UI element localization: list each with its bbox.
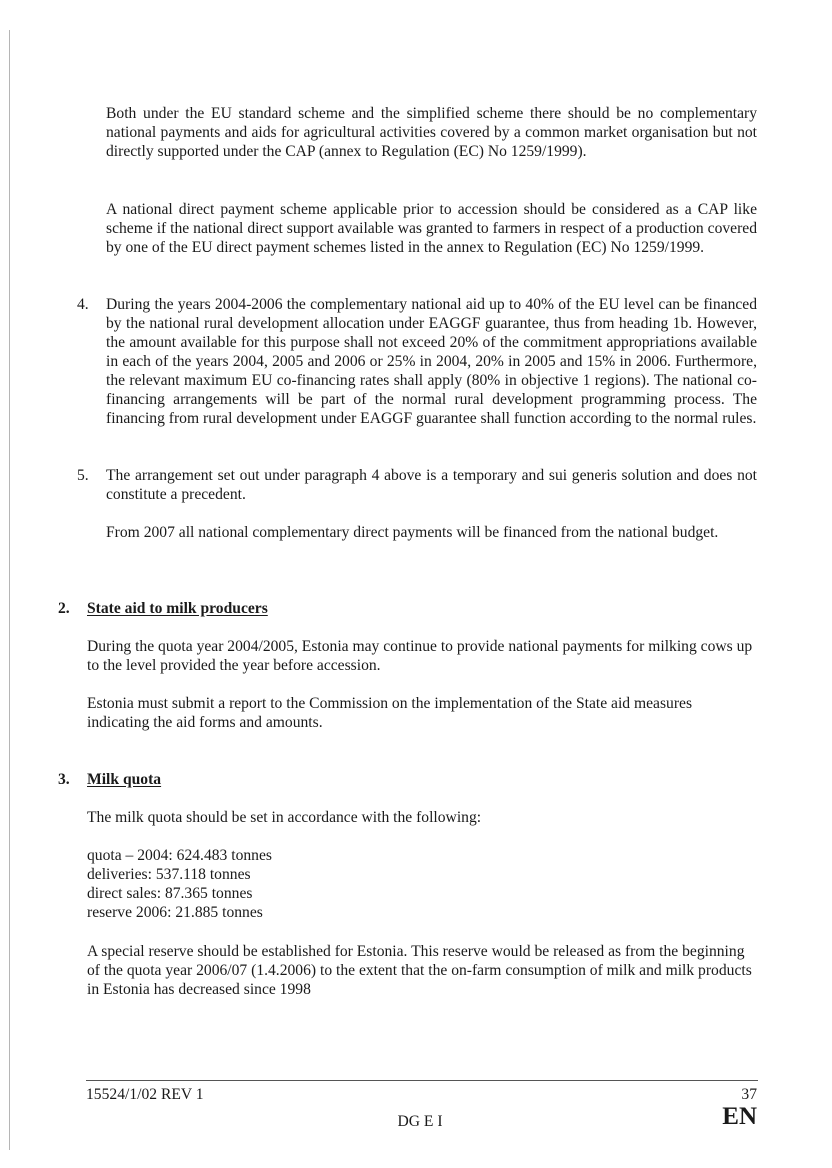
quota-list (87, 846, 587, 922)
footer-page-number: 37 (741, 1086, 757, 1103)
quota-line: deliveries: 537.118 tonnes (87, 866, 251, 883)
paragraph-state-aid-report: Estonia must submit a report to the Commission on the implementation of the State aid measures indicating the aid forms and amounts. (87, 695, 693, 731)
paragraph-special-reserve: A special reserve should be established for Estonia. This reserve would be released as from the beginning of the quota year 2006/07 (1.4.2006) to the extent that the on-farm consumption of milk and milk products in Estonia has decreased since 1998 (87, 943, 752, 998)
list-item-number: 5. (77, 467, 89, 484)
paragraph-quota-intro: The milk quota should be set in accordance with the following: (87, 809, 482, 826)
quota-line: reserve 2006: 21.885 tonnes (87, 904, 263, 921)
paragraph-cap-complementary: Both under the EU standard scheme and the simplified scheme there should be no complementary national payments and aids for agricultural activities covered by a common market organisation but not directly supported under the CAP (annex to Regulation (EC) No 1259/1999). (106, 105, 757, 160)
paragraph-milking-cows: During the quota year 2004/2005, Estonia may continue to provide national payments for milking cows up to the level provided the year before accession. (87, 638, 753, 674)
list-item-number: 4. (77, 296, 89, 313)
footer-language-code: EN (722, 1103, 757, 1130)
quota-line: direct sales: 87.365 tonnes (87, 885, 253, 902)
list-item-text: The arrangement set out under paragraph 4 above is a temporary and sui generis solution and does not constitute a precedent. (106, 467, 757, 503)
section-heading-state-aid (58, 599, 268, 618)
section-title: Milk quota (87, 771, 162, 788)
section-number: 3. (58, 771, 70, 788)
footer-divider (86, 1080, 758, 1081)
section-title: State aid to milk producers (87, 600, 268, 617)
list-item-text: During the years 2004-2006 the complementary national aid up to 40% of the EU level can be financed by the national rural development allocation under EAGGF guarantee, thus from heading 1b. However, the amount available for this purpose shall not exceed 20% of the commitment appropriations available in each of the years 2004, 2005 and 2006 or 25% in 2004, 20% in 2005 and 15% in 2006. Furthermore, the relevant maximum EU co-financing rates shall apply (80% in objective 1 regions). The national co-financing arrangements will be part of the normal rural development programming process. The financing from rural development under EAGGF guarantee shall function according to the normal rules. (106, 296, 757, 427)
quota-line: quota – 2004: 624.483 tonnes (87, 847, 272, 864)
footer-directorate: DG E I (397, 1113, 443, 1130)
section-heading-milk-quota (58, 770, 161, 789)
section-number: 2. (58, 600, 70, 617)
paragraph-national-budget: From 2007 all national complementary direct payments will be financed from the national budget. (106, 524, 719, 541)
footer-document-reference: 15524/1/02 REV 1 (86, 1086, 204, 1103)
paragraph-cap-like-scheme: A national direct payment scheme applicable prior to accession should be considered as a CAP like scheme if the national direct support available was granted to farmers in respect of a production covered by one of the EU direct payment schemes listed in the annex to Regulation (EC) No 1259/1999. (106, 201, 757, 256)
scan-edge-line (9, 30, 10, 1150)
